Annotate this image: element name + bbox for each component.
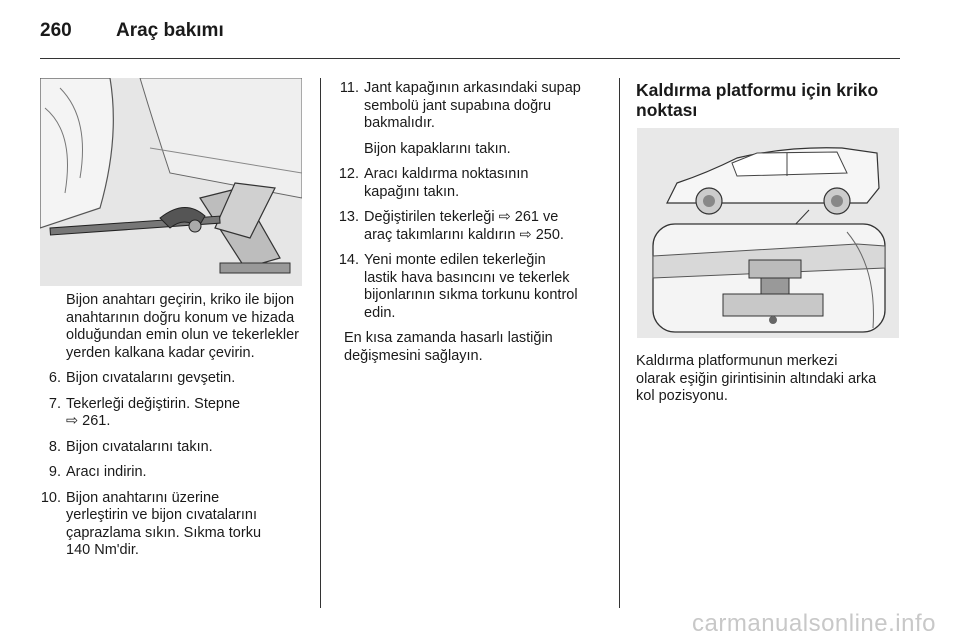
watermark: carmanualsonline.info	[692, 610, 936, 637]
step-11-extra: Bijon kapaklarını takın.	[364, 140, 511, 157]
damaged-tire-note	[338, 330, 608, 365]
right-caption: olarak eşiğin girintisinin altındaki arka	[636, 370, 877, 387]
car-lift-illustration	[637, 128, 899, 338]
step-text-cross-reference[interactable]: Değiştirilen tekerleği ⇨ 261 ve	[364, 209, 559, 225]
step-text: lastik hava basıncını ve tekerlek	[364, 269, 570, 286]
step-text: edin.	[364, 304, 396, 321]
step-6	[40, 370, 310, 388]
note-text: değişmesini sağlayın.	[344, 347, 483, 364]
section-title-line: Kaldırma platformu için kriko	[636, 80, 879, 100]
note-text: En kısa zamanda hasarlı lastiğin	[344, 330, 553, 346]
step-text: Bijon anahtarını üzerine	[66, 489, 220, 506]
step-text: Tekerleği değiştirin. Stepne	[66, 395, 241, 412]
step-text: sembolü jant supabına doğru	[364, 97, 552, 114]
header-rule	[40, 58, 900, 59]
step-number: 8.	[48, 438, 61, 455]
step-number: 13.	[338, 209, 359, 225]
jack-wheel-figure	[40, 78, 302, 286]
jack-wheel-illustration	[40, 78, 302, 286]
step-text: Bijon cıvatalarını gevşetin.	[66, 370, 236, 386]
step-text: kapağını takın.	[364, 183, 460, 200]
step-11	[338, 80, 608, 133]
step-number: 6.	[48, 370, 61, 386]
middle-column	[338, 80, 608, 365]
step-text: bakmalıdır.	[364, 115, 435, 131]
right-caption: Kaldırma platformunun merkezi	[636, 353, 838, 369]
step-number: 9.	[48, 464, 61, 480]
step-9	[40, 464, 310, 482]
step-text-cross-reference[interactable]: ⇨ 261.	[66, 413, 111, 429]
step-text: bijonlarının sıkma torkunu kontrol	[364, 287, 578, 303]
step-text: yerleştirin ve bijon cıvatalarını	[66, 507, 257, 523]
step-text: çaprazlama sıkın. Sıkma torku	[66, 524, 262, 541]
step-text-cross-reference[interactable]: araç takımlarını kaldırın ⇨ 250.	[364, 226, 564, 243]
step-text: Jant kapağının arkasındaki supap	[364, 80, 581, 96]
step-10	[40, 490, 310, 560]
right-caption: kol pozisyonu.	[636, 388, 728, 404]
page-number: 260	[40, 20, 72, 41]
step-12	[338, 166, 608, 201]
right-column	[636, 80, 904, 120]
step-number: 12.	[338, 166, 359, 182]
step-text: Yeni monte edilen tekerleğin	[364, 252, 546, 268]
step-13	[338, 209, 608, 244]
lift-point-figure	[637, 128, 899, 338]
section-title-line: noktası	[636, 100, 698, 120]
step-text: Aracı indirin.	[66, 464, 147, 480]
step-7	[40, 396, 310, 431]
step-text: 140 Nm'dir.	[66, 542, 139, 558]
left-caption: Bijon anahtarı geçirin, kriko ile bijon anahtarının doğru konum ve hizada olduğundan emin olun ve tekerlekler yerden kalkana kadar çevirin.	[66, 292, 299, 361]
step-8	[40, 439, 310, 457]
step-number: 11.	[339, 80, 359, 96]
column-divider-2	[619, 78, 620, 608]
right-caption-block	[636, 353, 904, 406]
step-number: 7.	[48, 395, 61, 412]
step-14	[338, 252, 608, 322]
page-heading: Araç bakımı	[116, 20, 224, 41]
section-title	[636, 80, 904, 120]
step-text: Aracı kaldırma noktasının	[364, 166, 529, 182]
step-text: Bijon cıvatalarını takın.	[66, 438, 213, 455]
step-number: 14.	[338, 252, 359, 268]
column-divider-1	[320, 78, 321, 608]
left-column	[40, 292, 310, 568]
step-number: 10.	[40, 489, 61, 506]
